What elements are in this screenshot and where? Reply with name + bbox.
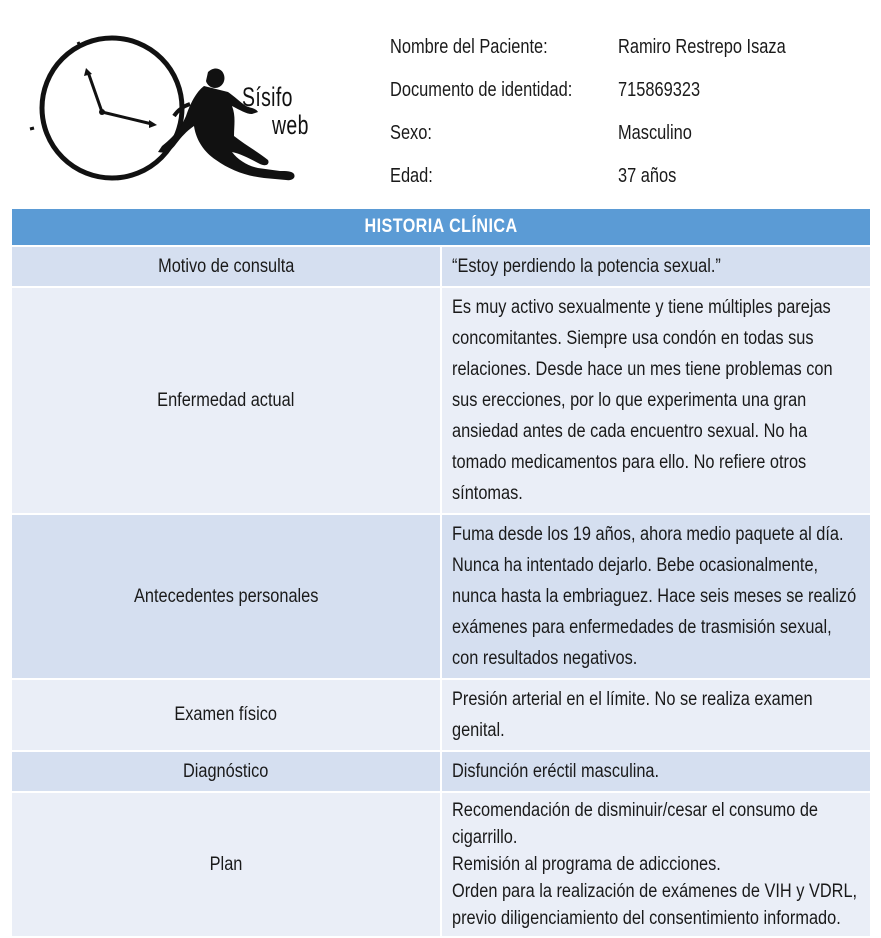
table-row: [11, 246, 871, 287]
clinical-history-table: [10, 207, 872, 938]
patient-age-value: 37 años: [618, 165, 677, 187]
patient-id-label: Documento de identidad:: [390, 79, 573, 101]
row-value-text: “Estoy perdiendo la potencia sexual.”: [452, 256, 721, 277]
patient-sex-row: [390, 118, 870, 161]
patient-id-value: 715869323: [618, 79, 701, 101]
header: [0, 0, 881, 205]
table-title: [11, 208, 871, 246]
row-label-text: Motivo de consulta: [157, 255, 295, 277]
sisifo-web-logo: [20, 30, 330, 190]
plan-line: Recomendación de disminuir/cesar el consumo de cigarrillo.: [452, 800, 819, 848]
patient-age-row: [390, 161, 870, 204]
table-row: [11, 679, 871, 751]
row-label: [11, 792, 441, 937]
plan-line: Remisión al programa de adicciones.: [452, 854, 721, 875]
table-title-text: HISTORIA CLÍNICA: [364, 216, 518, 237]
row-value-text: Presión arterial en el límite. No se realiza examen genital.: [452, 689, 813, 741]
row-value: [441, 792, 871, 937]
patient-name-row: [390, 32, 870, 75]
row-value: [441, 514, 871, 679]
table-row: [11, 792, 871, 937]
row-value: [441, 751, 871, 792]
row-label-text: Examen físico: [174, 704, 278, 725]
plan-line: Orden para la realización de exámenes de VIH y VDRL, previo diligenciamiento del consentimiento informado.: [452, 881, 858, 929]
patient-name-value: Ramiro Restrepo Isaza: [618, 36, 786, 58]
row-value: [441, 287, 871, 514]
plan-lines: [452, 797, 859, 932]
row-label: [11, 246, 441, 287]
row-label: [11, 514, 441, 679]
row-label: [11, 679, 441, 751]
table-title-row: [11, 208, 871, 246]
row-label-text: Enfermedad actual: [157, 389, 295, 411]
patient-age-label: Edad:: [390, 165, 433, 187]
row-value-text: Fuma desde los 19 años, ahora medio paquete al día. Nunca ha intentado dejarlo. Bebe ocasionalmente, nunca hasta la embriaguez. Hace seis meses se realizó exámenes para enfermedades de trasmisión sexual, con resultados negativos.: [452, 524, 857, 669]
patient-sex-value: Masculino: [618, 122, 692, 144]
table-row: [11, 287, 871, 514]
table-row: [11, 514, 871, 679]
logo-text-web: web: [272, 110, 309, 140]
logo-text-sisifo: Sísifo: [242, 82, 293, 112]
patient-name-label: Nombre del Paciente:: [390, 36, 548, 58]
row-label-text: Antecedentes personales: [133, 585, 319, 607]
row-value: [441, 679, 871, 751]
row-label: [11, 287, 441, 514]
row-label: [11, 751, 441, 792]
row-value-text: Es muy activo sexualmente y tiene múltiples parejas concomitantes. Siempre usa condón en todas sus relaciones. Desde hace un mes tiene problemas con sus erecciones, por lo que experimenta una gran ansiedad antes de cada encuentro sexual. No ha tomado medicamentos para ello. No refiere otros síntomas.: [452, 297, 833, 504]
row-value-text: Disfunción eréctil masculina.: [452, 761, 660, 782]
patient-id-row: [390, 75, 870, 118]
table-row: [11, 751, 871, 792]
row-label-text: Plan: [209, 853, 243, 875]
patient-sex-label: Sexo:: [390, 122, 432, 144]
row-label-text: Diagnóstico: [183, 760, 269, 782]
patient-info: [390, 32, 870, 204]
row-value: [441, 246, 871, 287]
